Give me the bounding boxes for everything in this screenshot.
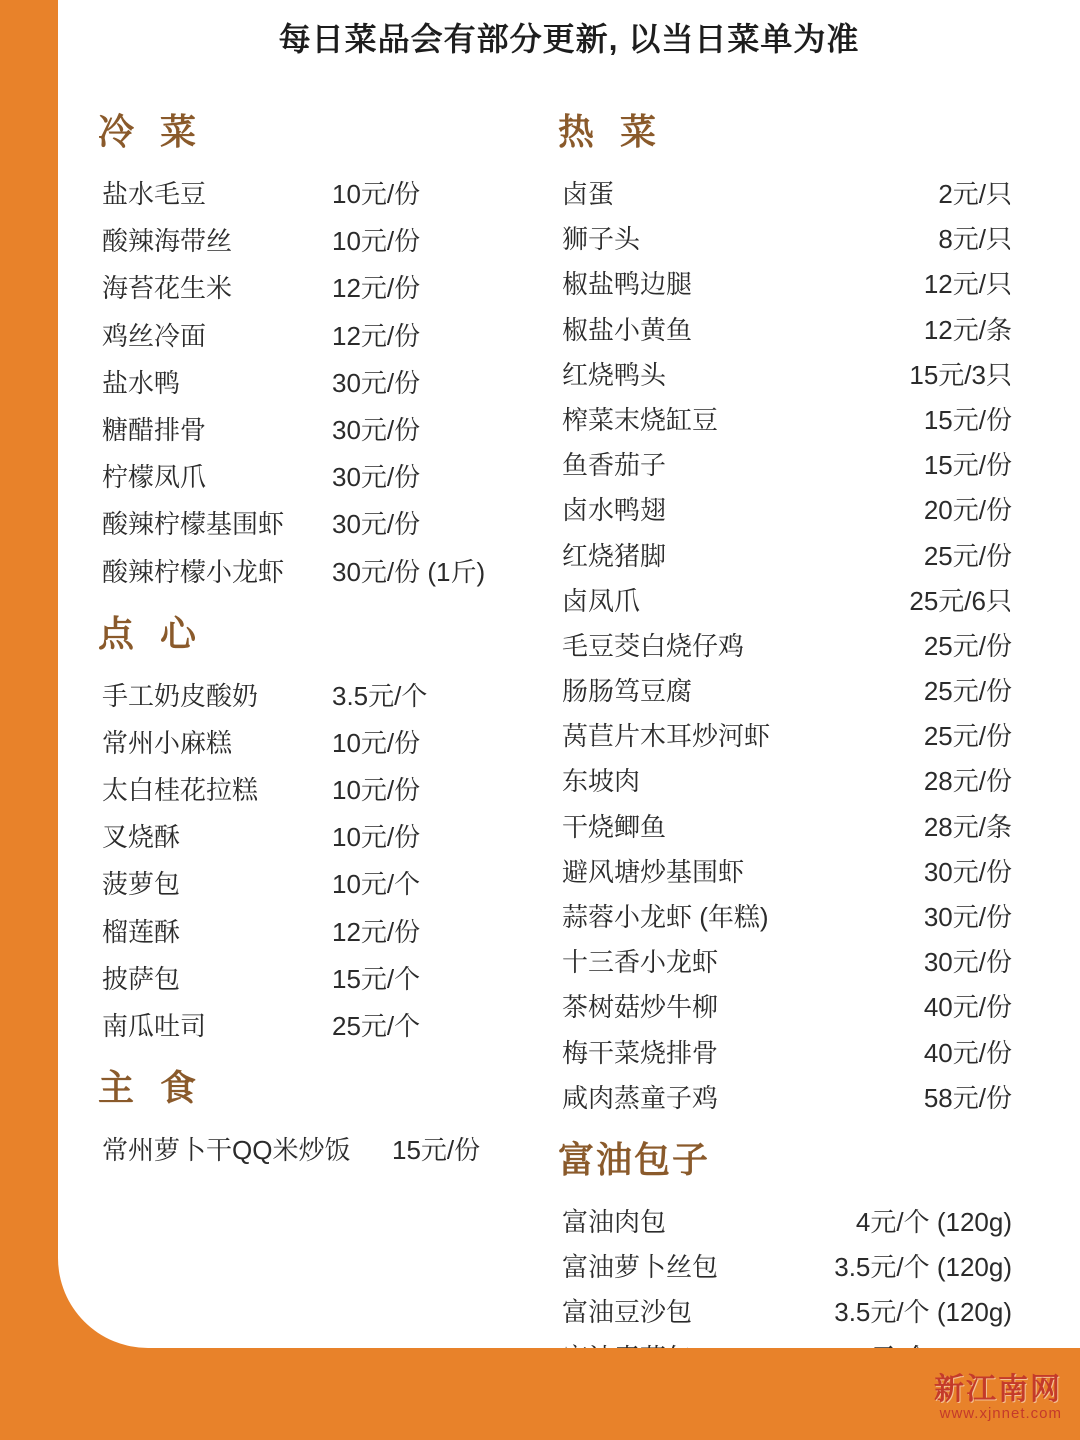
item-name: 榨菜末烧缸豆 [562, 404, 719, 435]
item-name: 卤蛋 [562, 179, 615, 209]
item-name: 干烧鲫鱼 [562, 811, 667, 842]
item-price: 30元/份 [923, 947, 1012, 978]
menu-item [558, 1207, 1018, 1238]
item-name: 肠肠笃豆腐 [562, 676, 693, 707]
watermark [934, 1373, 1062, 1423]
menu-item [558, 360, 1018, 391]
item-price: 25元/份 [923, 540, 1012, 571]
item-name: 富油豆沙包 [562, 1297, 693, 1328]
item-name: 椒盐小黄鱼 [562, 314, 693, 345]
item-name: 盐水毛豆 [102, 179, 207, 209]
section-title-staple: 主 食 [98, 1067, 205, 1109]
left-orange-border [0, 0, 58, 1440]
watermark-title: 新江南网 [934, 1372, 1062, 1406]
menu-item [98, 179, 538, 210]
item-price: 25元/份 [923, 630, 1012, 661]
item-name: 手工奶皮酸奶 [102, 680, 259, 711]
menu-item [98, 368, 538, 399]
item-price: 28元/条 [923, 811, 1012, 842]
menu-item [558, 450, 1018, 481]
item-name: 鱼香茄子 [562, 450, 667, 481]
item-name: 卤凤爪 [562, 585, 641, 616]
item-price: 15元/份 [923, 450, 1012, 481]
menu-item [98, 273, 538, 304]
menu-item [558, 721, 1018, 752]
menu-item [558, 1252, 1018, 1283]
menu-item [558, 812, 1018, 843]
item-price: 28元/份 [923, 766, 1012, 797]
menu-item [98, 415, 538, 446]
page-title: 每日菜品会有部分更新, 以当日菜单为准 [278, 21, 860, 57]
item-name: 酸辣柠檬小龙虾 [102, 556, 285, 587]
item-price: 30元/份 [923, 902, 1012, 932]
menu-item [558, 315, 1018, 346]
section-title-hot: 热 菜 [558, 111, 665, 152]
item-name: 狮子头 [562, 224, 641, 255]
item-name: 太白桂花拉糕 [102, 775, 259, 806]
menu-item [98, 226, 538, 257]
item-price: 12元/条 [923, 314, 1012, 345]
item-price: 3.5元/个 (120g) [834, 1297, 1012, 1328]
item-price: 2元/只 [938, 179, 1012, 209]
menu-item [98, 964, 538, 995]
menu-item [558, 947, 1018, 978]
item-list-hot [558, 179, 1018, 1114]
menu-item [98, 822, 538, 853]
item-name: 卤水鸭翅 [562, 495, 667, 526]
item-name: 富油肉包 [562, 1206, 667, 1237]
menu-item [98, 775, 538, 806]
item-price: 25元/份 [923, 676, 1012, 707]
item-price: 20元/份 [923, 495, 1012, 526]
menu-column-right [558, 86, 1018, 1388]
item-name: 酸辣柠檬基围虾 [102, 509, 285, 540]
item-name: 糖醋排骨 [102, 414, 207, 445]
item-name: 盐水鸭 [102, 367, 181, 398]
item-price: 58元/份 [923, 1082, 1012, 1113]
item-list-cold [98, 179, 538, 588]
menu-item [98, 869, 538, 900]
item-price: 30元/份 [923, 856, 1012, 887]
item-name: 海苔花生米 [102, 273, 233, 304]
item-name: 富油萝卜丝包 [562, 1252, 719, 1283]
menu-card [58, 0, 1080, 1348]
item-name: 莴苣片木耳炒河虾 [562, 721, 771, 752]
menu-item [558, 495, 1018, 526]
bottom-orange-border [0, 1348, 1080, 1440]
item-name: 茶树菇炒牛柳 [562, 992, 719, 1023]
item-list-staple [98, 1135, 538, 1166]
item-price: 25元/个 [332, 1011, 421, 1041]
item-price: 25元/份 [923, 721, 1012, 752]
item-price: 30元/份 [332, 367, 421, 398]
item-name: 蒜蓉小龙虾 (年糕) [562, 902, 769, 932]
item-name: 披萨包 [102, 963, 181, 994]
section-staple [98, 1060, 538, 1166]
menu-item [558, 1038, 1018, 1069]
item-name: 菠萝包 [102, 869, 181, 900]
menu-item [558, 902, 1018, 933]
item-price: 12元/份 [332, 273, 421, 304]
menu-item [558, 992, 1018, 1023]
menu-item [558, 224, 1018, 255]
menu-item [98, 1135, 538, 1166]
item-price: 40元/份 [923, 1037, 1012, 1068]
item-price: 15元/3只 [909, 359, 1012, 390]
item-name: 避风塘炒基围虾 [562, 856, 745, 887]
menu-item [98, 321, 538, 352]
item-price: 12元/只 [923, 269, 1012, 300]
item-price: 15元/个 [332, 963, 421, 994]
item-price: 25元/6只 [909, 585, 1012, 616]
section-title-dimsum: 点 心 [98, 612, 205, 654]
item-price: 10元/份 [332, 727, 421, 758]
item-name: 梅干菜烧排骨 [562, 1037, 719, 1068]
item-name: 咸肉蒸童子鸡 [562, 1082, 719, 1113]
menu-item [558, 1083, 1018, 1114]
item-price: 30元/份 [332, 462, 421, 493]
section-cold-dishes [98, 104, 538, 588]
item-name: 榴莲酥 [102, 916, 181, 947]
section-title-cold: 冷 菜 [98, 111, 205, 152]
item-price: 10元/份 [332, 179, 421, 209]
item-name: 鸡丝冷面 [102, 320, 207, 351]
menu-item [558, 676, 1018, 707]
item-name: 毛豆茭白烧仔鸡 [562, 630, 745, 661]
item-price: 12元/份 [332, 916, 421, 947]
menu-item [98, 509, 538, 540]
item-price: 10元/个 [332, 869, 421, 900]
item-name: 红烧猪脚 [562, 540, 667, 571]
item-name: 柠檬凤爪 [102, 462, 207, 493]
item-price: 3.5元/个 (120g) [834, 1252, 1012, 1283]
item-price: 10元/份 [332, 822, 421, 853]
item-list-dimsum [98, 681, 538, 1043]
item-price: 30元/份 [332, 414, 421, 445]
menu-column-left [98, 86, 538, 1182]
menu-item [558, 631, 1018, 662]
menu-item [98, 917, 538, 948]
item-name: 南瓜吐司 [102, 1011, 207, 1041]
menu-item [98, 681, 538, 712]
section-buns [558, 1132, 1018, 1374]
item-name: 十三香小龙虾 [562, 947, 719, 978]
item-price: 40元/份 [923, 992, 1012, 1023]
item-price: 30元/份 (1斤) [332, 556, 486, 587]
item-price: 3.5元/个 [332, 680, 428, 711]
menu-item [98, 1011, 538, 1042]
item-price: 15元/份 [392, 1135, 481, 1166]
item-name: 叉烧酥 [102, 822, 181, 853]
menu-item [558, 1297, 1018, 1328]
menu-item [558, 179, 1018, 210]
item-name: 椒盐鸭边腿 [562, 269, 693, 300]
menu-item [98, 462, 538, 493]
section-title-buns: 富油包子 [558, 1138, 711, 1180]
section-dimsum [98, 606, 538, 1043]
menu-item [558, 586, 1018, 617]
item-price: 10元/份 [332, 775, 421, 806]
menu-columns [58, 86, 1080, 1336]
menu-item [98, 557, 538, 588]
item-name: 酸辣海带丝 [102, 226, 233, 257]
menu-item [558, 405, 1018, 436]
menu-item [558, 766, 1018, 797]
menu-item [558, 269, 1018, 300]
item-name: 常州萝卜干QQ米炒饭 [102, 1135, 351, 1166]
watermark-url: www.xjnnet.com [939, 1404, 1062, 1422]
item-price: 10元/份 [332, 226, 421, 257]
menu-item [558, 541, 1018, 572]
menu-item [558, 857, 1018, 888]
item-price: 30元/份 [332, 509, 421, 540]
item-price: 8元/只 [938, 224, 1012, 255]
item-name: 红烧鸭头 [562, 359, 667, 390]
item-name: 东坡肉 [562, 766, 641, 797]
section-hot-dishes [558, 104, 1018, 1114]
menu-item [98, 728, 538, 759]
item-price: 15元/份 [923, 404, 1012, 435]
item-name: 常州小麻糕 [102, 727, 233, 758]
item-price: 12元/份 [332, 320, 421, 351]
item-price: 4元/个 (120g) [855, 1206, 1012, 1237]
